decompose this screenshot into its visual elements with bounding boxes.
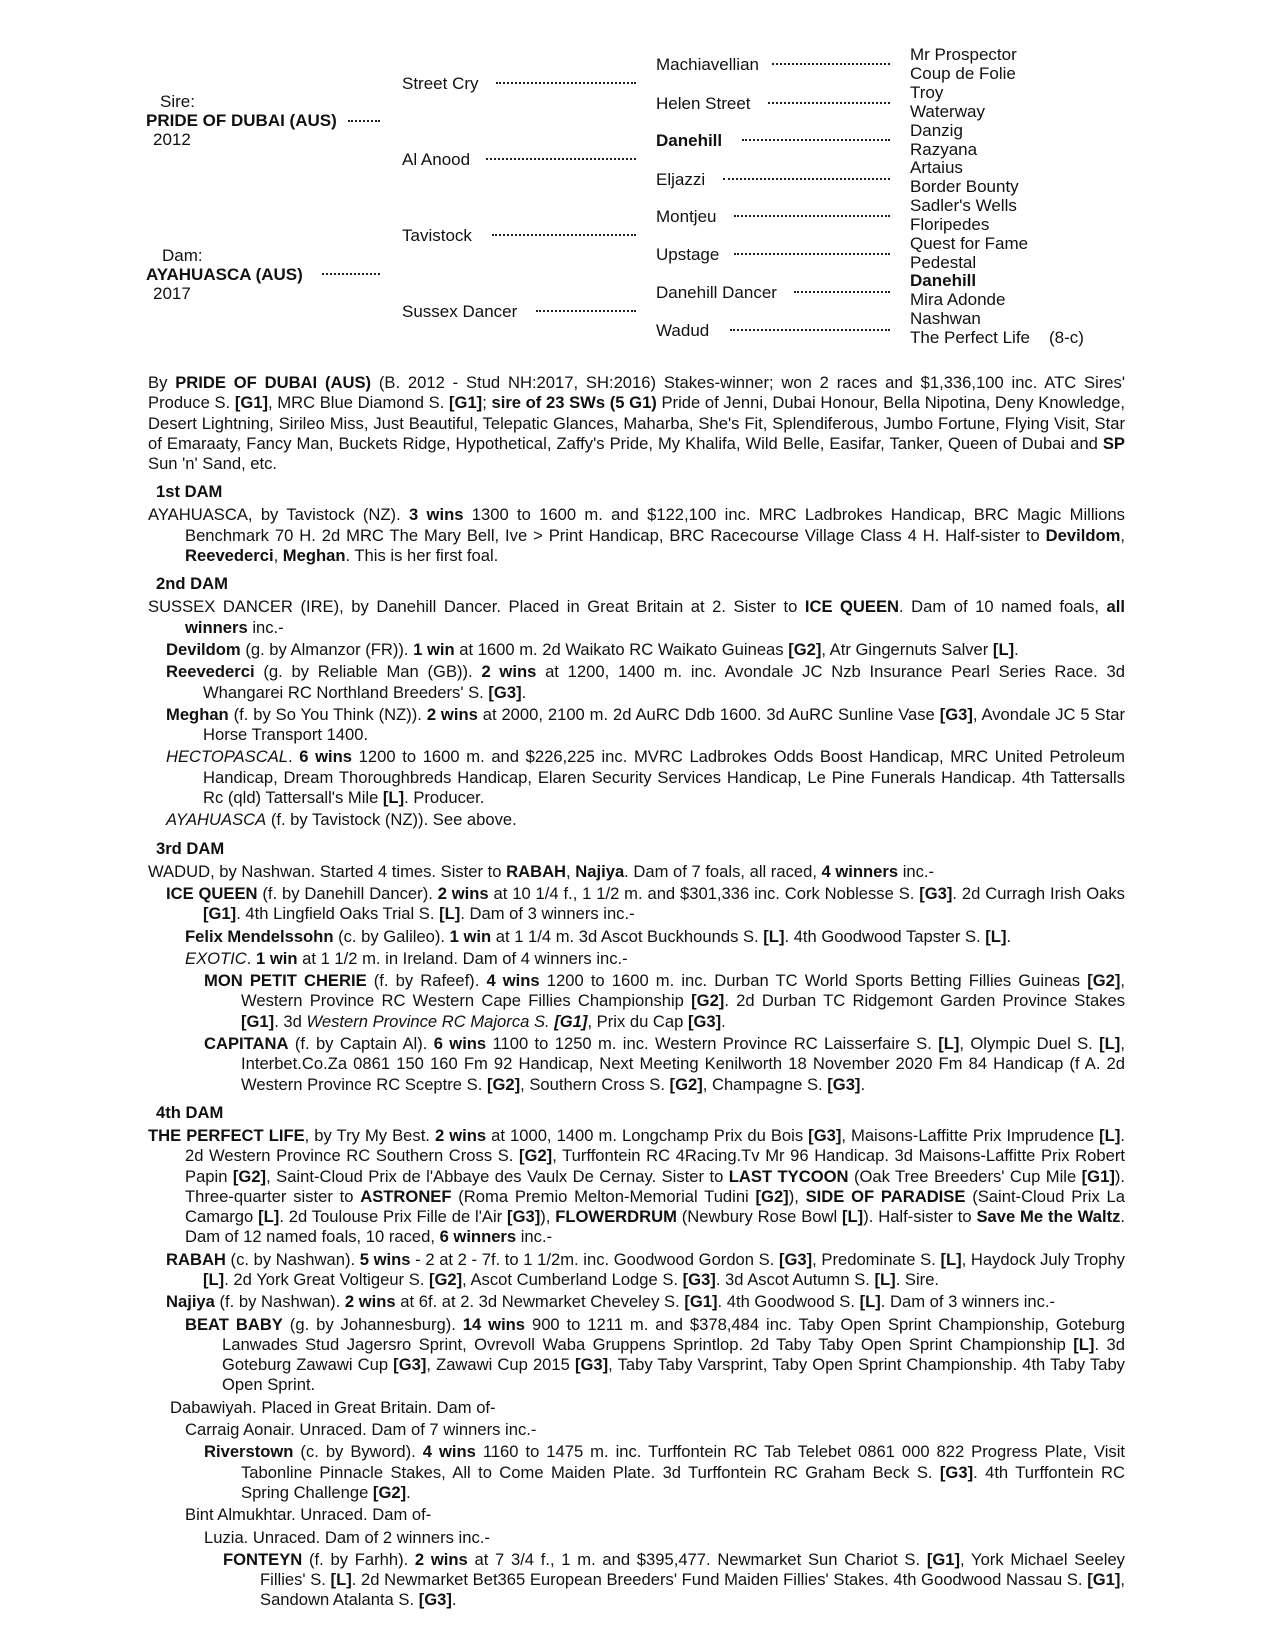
dam-sections (148, 482, 1125, 1610)
bold-text: MON PETIT CHERIE (204, 971, 367, 991)
text-run: at 1200, 1400 m. inc. Avondale JC Nzb Insurance Pearl Series Race. 3d Whangarei RC Northland Breeders' S. (203, 662, 1125, 702)
text-run: (f. by Captain Al). (288, 1034, 434, 1054)
gen4-ancestor: Coup de Folie (910, 64, 1016, 83)
bold-text: ICE QUEEN (804, 597, 900, 617)
grandsire-maternal: Tavistock (402, 226, 472, 245)
bold-text: [L] (1099, 1125, 1121, 1145)
text-run: at 1000, 1400 m. Longchamp Prix du Bois (486, 1125, 809, 1145)
bold-text: [G3] (682, 1269, 716, 1289)
connector-dots (536, 310, 636, 312)
text-run: . 3d Ascot Autumn S. (715, 1269, 875, 1289)
bold-text: [L] (1073, 1334, 1095, 1354)
gen3-ancestor: Danehill Dancer (656, 283, 777, 302)
text-run: at 2000, 2100 m. 2d AuRC Ddb 1600. 3d AuRC Sunline Vase (477, 704, 940, 724)
text-run: . 2d Newmarket Bet365 European Breeders' Fund Maiden Fillies' Stakes. 4th Goodwood Nassau S. (351, 1570, 1088, 1590)
text-run: . This is her first foal. (345, 546, 499, 566)
bold-text: [G2] (486, 1074, 521, 1094)
text-run: , Sandown Atalanta S. (260, 1570, 1125, 1610)
bold-text: [L] (439, 904, 461, 924)
bold-text: [G1] (241, 1011, 275, 1031)
pedigree-entry (204, 971, 1125, 1032)
text-run: , Olympic Duel S. (959, 1034, 1100, 1054)
family-number: (8-c) (1049, 328, 1084, 347)
text-run: Sun 'n' Sand, etc. (148, 454, 278, 474)
text-run: , Champagne S. (702, 1074, 828, 1094)
text-run: ), (788, 1186, 806, 1206)
text-run: inc.- (247, 617, 284, 637)
text-run: (c. by Nashwan). (225, 1249, 360, 1269)
bold-text: 2 wins (481, 662, 537, 682)
bold-text: [G1] (234, 393, 268, 413)
bold-text: [G2] (372, 1482, 407, 1502)
bold-text: [L] (938, 1034, 960, 1054)
bold-text: [L] (992, 639, 1015, 659)
bold-text: [G1] (449, 393, 483, 413)
bold-text: Reevederci (185, 546, 274, 566)
text-run: , (273, 546, 283, 566)
connector-dots (348, 120, 380, 122)
bold-text: 4 wins (486, 971, 540, 991)
bold-text: ASTRONEF (360, 1186, 452, 1206)
bold-text: [G3] (574, 1355, 609, 1375)
gen4-ancestor: Sadler's Wells (910, 196, 1017, 215)
text-run: Carraig Aonair. Unraced. Dam of 7 winners inc.- (185, 1420, 537, 1440)
gen4-ancestor: Quest for Fame (910, 234, 1029, 253)
bold-text: [L] (842, 1207, 864, 1227)
bold-text: [G3] (393, 1355, 427, 1375)
text-run: . Dam of 12 named foals, 10 raced, (185, 1207, 1126, 1247)
bold-text: 4 winners (821, 861, 899, 881)
text-run: , Avondale JC 5 Star Horse Transport 1400. (203, 704, 1125, 745)
sire-label: Sire: (160, 92, 195, 111)
bold-text: [G2] (788, 639, 822, 659)
italic-text: HECTOPASCAL (166, 747, 289, 767)
text-run: , York Michael Seeley Fillies' S. (260, 1549, 1125, 1590)
bold-text: 2 wins (426, 704, 478, 724)
catalogue-body (148, 373, 1125, 1613)
text-run: (f. by Rafeef). (366, 971, 487, 991)
bold-text: [G2] (428, 1269, 463, 1289)
pedigree-entry (148, 1126, 1125, 1248)
bold-text: [G2] (691, 991, 725, 1011)
gen4-ancestor: Waterway (910, 102, 985, 121)
bold-text: Najiya (575, 861, 625, 881)
gen4-ancestor: Floripedes (910, 215, 990, 234)
text-run: . 4th Lingfield Oaks Trial S. (236, 904, 440, 924)
bold-text: [G1] (203, 904, 237, 924)
text-run: 1200 to 1600 m. inc. Durban TC World Sports Betting Fillies Guineas (539, 971, 1088, 991)
bold-text: sire of 23 SWs (5 G1) (491, 393, 657, 413)
text-run: . (451, 1590, 457, 1610)
text-run: . 2d Western Province RC Southern Cross S. (185, 1125, 1125, 1166)
gen4-ancestor: Razyana (910, 140, 978, 159)
text-run: inc.- (898, 861, 935, 881)
gen3-ancestor: Wadud (656, 321, 710, 340)
text-run: ). Half-sister to (863, 1207, 977, 1227)
gen4-ancestor: Nashwan (910, 309, 981, 328)
pedigree-entry (185, 949, 1125, 969)
text-run: . Producer. (404, 788, 485, 808)
bold-text: [G2] (232, 1166, 267, 1186)
text-run: 900 to 1211 m. and $378,484 inc. Taby Open Sprint Championship, Goteburg Lanwades Stud Jagersro Sprint, Ovrevoll Waba Gruppens Sprintlop. 2d Taby Taby Open Sprint Championship (222, 1314, 1126, 1354)
sire-summary (148, 373, 1125, 474)
text-run: (f. by Farhh). (302, 1549, 415, 1569)
gen3-ancestor: Machiavellian (656, 55, 759, 74)
text-run: at 6f. at 2. 3d Newmarket Cheveley S. (395, 1292, 685, 1312)
text-run: (Roma Premio Melton-Memorial Tudini (451, 1186, 756, 1206)
bold-text: ICE QUEEN (166, 883, 258, 903)
granddam-paternal: Al Anood (402, 150, 471, 169)
text-run: (g. by Johannesburg). (282, 1314, 463, 1334)
pedigree-entry (185, 1420, 1125, 1440)
text-run: . 2d Durban TC Ridgemont Garden Province Stakes (724, 991, 1126, 1011)
pedigree-entry (204, 1528, 1125, 1548)
bold-text: [L] (203, 1269, 225, 1289)
text-run: . Dam of 3 winners inc.- (460, 904, 635, 924)
grandsire-paternal: Street Cry (402, 74, 479, 93)
text-run: . (1006, 926, 1012, 946)
pedigree-entry (170, 1398, 1125, 1418)
text-run: , Western Province RC Western Cape Fillies Championship (241, 971, 1126, 1011)
bold-text: [G3] (919, 883, 953, 903)
text-run: SUSSEX DANCER (IRE), by Danehill Dancer. Placed in Great Britain at 2. Sister to (148, 597, 805, 617)
text-run: , Interbet.Co.Za 0861 150 160 Fm 92 Handicap, Next Meeting Kenilworth 18 November 2020 Fm 84 Handicap (f A. 2d Western Province RC Sceptre S. (241, 1034, 1125, 1094)
pedigree-entry (166, 747, 1125, 808)
text-run: . 4th Goodwood S. (717, 1292, 860, 1312)
text-run: at 10 1/4 f., 1 1/2 m. and $301,336 inc. Cork Noblesse S. (488, 883, 920, 903)
pedigree-entry (185, 927, 1125, 947)
text-run: . Dam of 3 winners inc.- (880, 1292, 1056, 1312)
text-run: (B. 2012 - Stud NH:2017, SH:2016) Stakes-winner; won 2 races and $1,336,100 inc. ATC Sires' Produce S. (148, 373, 1126, 413)
bold-text: RABAH (166, 1249, 226, 1269)
text-run: . Dam of 10 named foals, (899, 597, 1107, 617)
dam-year: 2017 (153, 284, 191, 303)
text-run: . (406, 1482, 411, 1502)
dam-heading: 2nd DAM (156, 574, 228, 594)
text-run: (g. by Almanzor (FR)). (240, 639, 414, 659)
italic-text: Western Province RC Majorca S. (306, 1011, 555, 1031)
bold-text: [G3] (939, 704, 973, 724)
dam-heading: 1st DAM (156, 482, 223, 502)
bold-text: [G2] (755, 1186, 789, 1206)
gen4-ancestor: Mr Prospector (910, 45, 1017, 64)
text-run: ; (482, 393, 492, 413)
bold-text: [G3] (687, 1011, 722, 1031)
bold-text: 2 wins (344, 1292, 396, 1312)
bold-text: [G2] (1087, 971, 1121, 991)
italic-text: AYAHUASCA (166, 810, 267, 830)
connector-dots (772, 63, 890, 65)
bold-text: PRIDE OF DUBAI (AUS) (175, 373, 372, 392)
gen4-ancestor: The Perfect Life (910, 328, 1031, 347)
text-run: , Southern Cross S. (520, 1074, 670, 1094)
text-run: Dabawiyah. Placed in Great Britain. Dam of- (170, 1397, 496, 1417)
text-run: . (860, 1074, 866, 1094)
pedigree-entry (166, 705, 1125, 746)
bold-text: 14 wins (462, 1314, 526, 1334)
gen4-ancestor: Danzig (910, 121, 963, 140)
bold-text: [G3] (488, 682, 522, 702)
text-run: 1300 to 1600 m. and $122,100 inc. MRC Ladbrokes Handicap, BRC Magic Millions Benchmark 70 H. 2d MRC The Mary Bell, Ive > Print Handicap, BRC Racecourse Village Class 4 H. Half-sister to (185, 505, 1125, 545)
gen4-ancestor: Artaius (910, 158, 963, 177)
bold-text: [G2] (669, 1074, 703, 1094)
text-run: . 2d Curragh Irish Oaks (952, 883, 1125, 903)
pedigree-entry (148, 862, 1125, 882)
bold-text: [G3] (778, 1249, 813, 1269)
bold-text: CAPITANA (204, 1034, 289, 1054)
bold-text: FONTEYN (223, 1549, 303, 1569)
pedigree-entry (148, 505, 1125, 566)
text-run: WADUD, by Nashwan. Started 4 times. Sister to (148, 861, 507, 881)
text-run: . Dam of 7 foals, all raced, (624, 861, 822, 881)
bold-text: [L] (330, 1570, 352, 1590)
sire-year: 2012 (153, 130, 191, 149)
text-run: at 1 1/4 m. 3d Ascot Buckhounds S. (491, 926, 764, 946)
text-run: , Maisons-Laffitte Prix Imprudence (841, 1125, 1100, 1145)
bold-text: Meghan (282, 546, 346, 566)
pedigree-entry (166, 662, 1125, 703)
bold-text: [L] (382, 788, 405, 808)
connector-dots (734, 215, 890, 217)
pedigree-entry (166, 1250, 1125, 1291)
text-run: . 3d (274, 1011, 307, 1031)
text-run: 1160 to 1475 m. inc. Turffontein RC Tab Telebet 0861 000 822 Progress Plate, Visit Tabonline Pinnacle Stakes, All to Come Maiden Plate. 3d Turffontein RC Graham Beck S. (241, 1442, 1125, 1482)
text-run: 1200 to 1600 m. and $226,225 inc. MVRC Ladbrokes Odds Boost Handicap, MRC United Petroleum Handicap, Dream Thoroughbreds Handicap, Elaren Security Services Handicap, Le Pine Funerals Handicap. 4th Tattersalls Rc (qld) Tattersall's Mile (203, 747, 1125, 808)
bold-text: all winners (185, 597, 1125, 637)
text-run: at 7 3/4 f., 1 m. and $395,477. Newmarket Sun Chariot S. (467, 1549, 927, 1569)
bold-text: [G3] (827, 1074, 861, 1094)
text-run: (f. by Nashwan). (214, 1292, 345, 1312)
text-run: By (148, 373, 176, 392)
text-run: . (288, 747, 300, 767)
bold-text: [G2] (519, 1146, 553, 1166)
bold-text: Felix Mendelssohn (185, 926, 334, 946)
bold-text: [G3] (939, 1462, 974, 1482)
bold-text: [G1] (684, 1292, 718, 1312)
sire-name: PRIDE OF DUBAI (AUS) (146, 111, 337, 130)
dam-name: AYAHUASCA (AUS) (146, 265, 303, 284)
connector-dots (730, 329, 890, 331)
bold-text: RABAH (506, 861, 567, 881)
text-run: at 1 1/2 m. in Ireland. Dam of 4 winners inc.- (297, 948, 628, 968)
text-run: . (521, 682, 527, 702)
bold-text: Najiya (166, 1292, 215, 1312)
bold-text: SP (1102, 433, 1125, 453)
gen3-ancestor: Montjeu (656, 207, 717, 226)
bold-text: [L] (258, 1207, 280, 1227)
text-run: . (1014, 639, 1019, 659)
bold-text: Save Me the Waltz (976, 1207, 1121, 1227)
bold-text: Devildom (166, 639, 241, 659)
text-run: . (246, 948, 257, 968)
text-run: . 4th Turffontein RC Spring Challenge (241, 1462, 1125, 1502)
bold-text: Devildom (1045, 525, 1121, 545)
pedigree-entry (166, 1292, 1125, 1312)
bold-text: [L] (940, 1249, 962, 1269)
dam-label: Dam: (162, 246, 203, 265)
connector-dots (486, 158, 636, 160)
gen4-ancestor: Mira Adonde (910, 290, 1006, 309)
text-run: Luzia. Unraced. Dam of 2 winners inc.- (204, 1527, 490, 1547)
bold-text: 2 wins (414, 1549, 468, 1569)
text-run: (f. by Tavistock (NZ)). See above. (266, 810, 517, 830)
gen3-ancestor: Helen Street (656, 94, 751, 113)
bold-text: Meghan (166, 704, 229, 724)
text-run: (Saint-Cloud Prix La Camargo (185, 1186, 1125, 1227)
text-run: . (721, 1011, 726, 1031)
bold-text: THE PERFECT LIFE (148, 1125, 305, 1145)
pedigree-entry (185, 1505, 1125, 1525)
text-run: ). Three-quarter sister to (185, 1166, 1125, 1206)
gen4-ancestor: Troy (910, 83, 944, 102)
bold-text: [L] (874, 1269, 896, 1289)
text-run: inc.- (516, 1227, 553, 1247)
text-run: at 1600 m. 2d Waikato RC Waikato Guineas (454, 639, 789, 659)
text-run: , Ascot Cumberland Lodge S. (462, 1269, 683, 1289)
bold-text: 6 wins (299, 747, 353, 767)
bold-text: [G1] (926, 1549, 960, 1569)
text-run: . 4th Goodwood Tapster S. (784, 926, 986, 946)
bold-text: [G3] (418, 1590, 452, 1610)
bold-text: 3 wins (409, 505, 464, 525)
bold-text: Reevederci (166, 662, 255, 682)
bold-text: [L] (985, 926, 1007, 946)
bold-text: [L] (859, 1292, 881, 1312)
emphasis: [G1] (554, 1011, 588, 1031)
connector-dots (734, 253, 890, 255)
gen4-ancestor: Danehill (910, 271, 977, 290)
bold-text: 4 wins (422, 1442, 476, 1462)
pedigree-entry (166, 810, 1125, 830)
text-run: (f. by Danehill Dancer). (257, 883, 438, 903)
text-run: , (1120, 525, 1125, 545)
text-run: (Newbury Rose Bowl (676, 1207, 843, 1227)
bold-text: SIDE OF PARADISE (805, 1186, 966, 1206)
bold-text: BEAT BABY (185, 1314, 283, 1334)
text-run: , by Try My Best. (304, 1125, 435, 1145)
pedigree-entry (204, 1034, 1125, 1095)
text-run: . 2d Toulouse Prix Fille de l'Air (279, 1207, 508, 1227)
bold-text: [L] (763, 926, 785, 946)
bold-text: FLOWERDRUM (555, 1207, 677, 1227)
pedigree-entry (166, 640, 1125, 660)
connector-dots (496, 82, 636, 84)
bold-text: Riverstown (204, 1442, 294, 1462)
text-run: , Haydock July Trophy (961, 1249, 1125, 1269)
dam-heading: 3rd DAM (156, 838, 225, 858)
gen4-ancestor: Pedestal (910, 253, 977, 272)
bold-text: [L] (1099, 1034, 1121, 1054)
gen3-ancestor: Danehill (656, 131, 723, 150)
bold-text: 1 win (256, 948, 298, 968)
text-run: , Prix du Cap (587, 1011, 688, 1031)
bold-text: 2 wins (437, 883, 489, 903)
text-run: , Turffontein RC 4Racing.Tv Mr 96 Handicap. 3d Maisons-Laffitte Prix Robert Papin (185, 1146, 1125, 1186)
text-run: , Saint-Cloud Prix de l'Abbaye des Vaulx De Cernay. Sister to (266, 1166, 729, 1186)
dam-heading: 4th DAM (156, 1102, 224, 1122)
pedigree-entry (204, 1442, 1125, 1503)
text-run: (c. by Galileo). (333, 926, 450, 946)
granddam-maternal: Sussex Dancer (402, 302, 518, 321)
text-run: , Zawawi Cup 2015 (426, 1355, 575, 1375)
text-run: AYAHUASCA, by Tavistock (NZ). (148, 505, 410, 525)
connector-dots (794, 291, 890, 293)
connector-dots (322, 273, 380, 275)
text-run: Bint Almukhtar. Unraced. Dam of- (185, 1505, 432, 1525)
bold-text: [G1] (1087, 1570, 1121, 1590)
bold-text: 1 win (413, 639, 455, 659)
gen4-ancestor: Border Bounty (910, 177, 1019, 196)
bold-text: 6 winners (439, 1227, 517, 1247)
text-run: , Atr Gingernuts Salver (821, 639, 993, 659)
text-run: , Predominate S. (812, 1249, 941, 1269)
text-run: , Taby Taby Varsprint, Taby Open Sprint Championship. 4th Taby Taby Open Sprint. (222, 1355, 1125, 1395)
text-run: - 2 at 2 - 7f. to 1 1/2m. inc. Goodwood Gordon S. (410, 1249, 779, 1269)
bold-text: [G3] (808, 1125, 842, 1145)
bold-text: 6 wins (433, 1034, 487, 1054)
text-run: (c. by Byword). (293, 1442, 423, 1462)
pedigree-entry (223, 1550, 1125, 1611)
bold-text: 5 wins (359, 1249, 411, 1269)
text-run: (g. by Reliable Man (GB)). (254, 662, 482, 682)
text-run: (f. by So You Think (NZ)). (228, 704, 427, 724)
connector-dots (723, 178, 890, 180)
pedigree-entry (148, 597, 1125, 638)
text-run: . Sire. (895, 1269, 940, 1289)
connector-dots (768, 102, 890, 104)
bold-text: LAST TYCOON (728, 1166, 849, 1186)
text-run: 1100 to 1250 m. inc. Western Province RC Laisserfaire S. (486, 1034, 939, 1054)
text-run: (Oak Tree Breeders' Cup Mile (848, 1166, 1082, 1186)
connector-dots (742, 139, 890, 141)
gen3-ancestor: Eljazzi (656, 170, 706, 189)
bold-text: 1 win (449, 926, 492, 946)
text-run: Pride of Jenni, Dubai Honour, Bella Nipotina, Deny Knowledge, Desert Lightning, Sirileo Miss, Just Beautiful, Telepatic Glances, Maharba, She's Fit, Splendiferous, Jumbo Fortune, Flying Visit, Star of Emaraaty, Fancy Man, Buckets Ridge, Hypothetical, Zaffy's Pride, My Khalifa, Wild Belle, Easifar, Tanker, Queen of Dubai and (148, 393, 1125, 453)
italic-text: EXOTIC (185, 948, 247, 968)
text-run: , (566, 861, 576, 881)
pedigree-entry (166, 884, 1125, 925)
text-run: ), (540, 1207, 556, 1227)
connector-dots (492, 234, 636, 236)
pedigree-entry (185, 1315, 1125, 1396)
bold-text: [G1] (1081, 1166, 1115, 1186)
bold-text: 2 wins (434, 1125, 487, 1145)
text-run: , MRC Blue Diamond S. (268, 393, 450, 413)
text-run: . 2d York Great Voltigeur S. (224, 1269, 429, 1289)
bold-text: [G3] (507, 1207, 541, 1227)
text-run: . 3d Goteburg Zawawi Cup (222, 1334, 1125, 1375)
gen3-ancestor: Upstage (656, 245, 720, 264)
